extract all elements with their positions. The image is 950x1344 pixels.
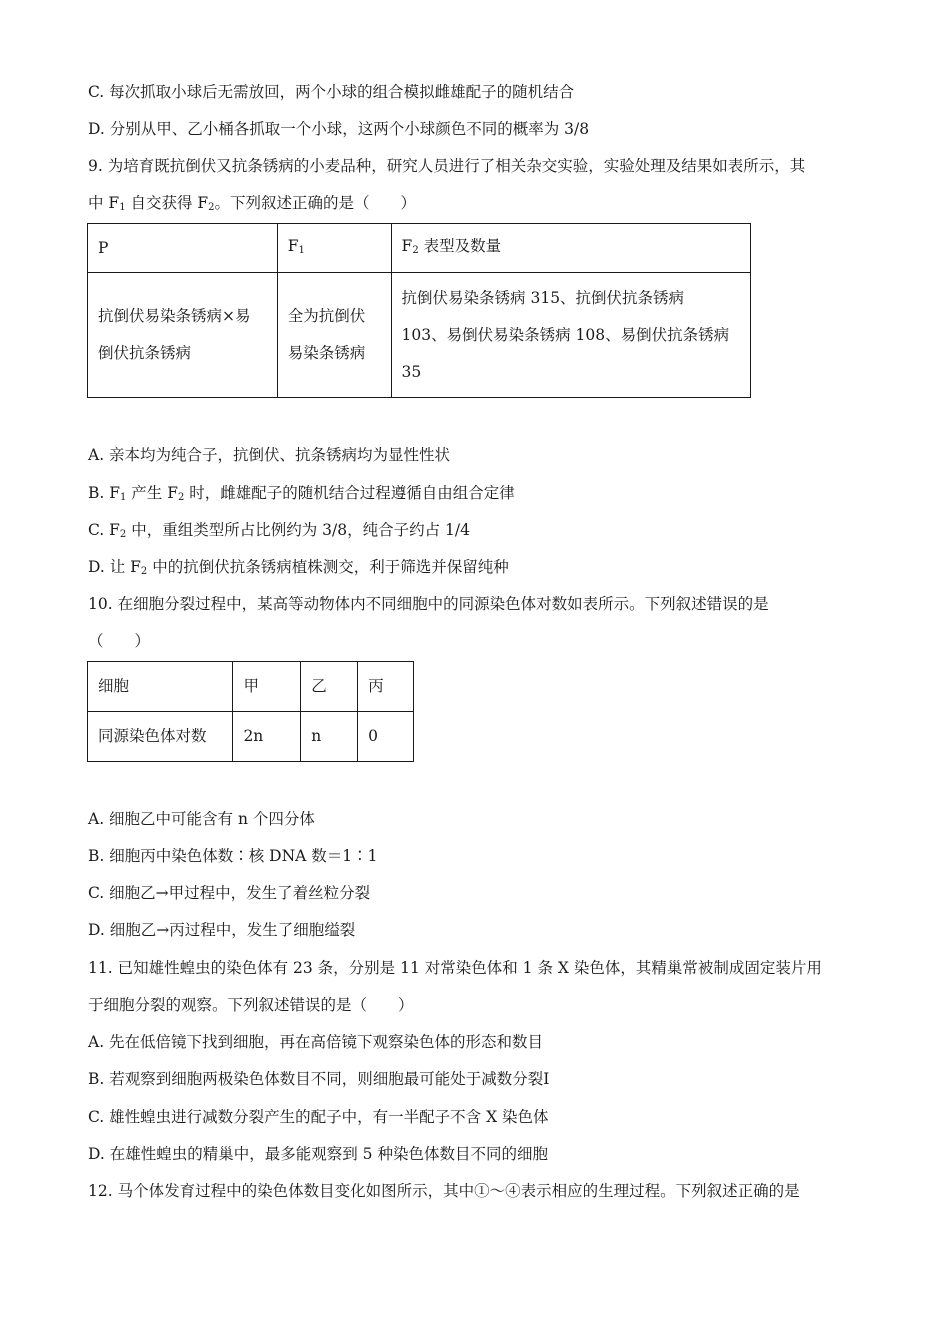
q9-td-p: 抗倒伏易染条锈病×易 倒伏抗条锈病 bbox=[88, 273, 278, 398]
q10-td-label: 同源染色体对数 bbox=[88, 712, 233, 762]
q10-option-a: A. 细胞乙中可能含有 n 个四分体 bbox=[88, 810, 315, 828]
q9-option-a: A. 亲本均为纯合子，抗倒伏、抗条锈病均为显性性状 bbox=[88, 446, 451, 464]
q8-option-c: C. 每次抓取小球后无需放回，两个小球的组合模拟雌雄配子的随机结合 bbox=[88, 83, 575, 101]
q9-option-b: B. $F_1$ 产生 $F_2$ 时，雌雄配子的随机结合过程遵循自由组合定律 bbox=[88, 484, 515, 503]
q10-table bbox=[87, 661, 414, 762]
q10-stem-line1: 10. 在细胞分裂过程中，某高等动物体内不同细胞中的同源染色体对数如表所示。下列叙述错误的是 bbox=[88, 595, 769, 613]
q11-option-d: D. 在雄性蝗虫的精巢中，最多能观察到 5 种染色体数目不同的细胞 bbox=[88, 1145, 548, 1163]
q10-td-yi: n bbox=[301, 712, 358, 762]
q11-option-a: A. 先在低倍镜下找到细胞，再在高倍镜下观察染色体的形态和数目 bbox=[88, 1033, 544, 1051]
q10-th-cell: 细胞 bbox=[88, 662, 233, 712]
q10-th-jia: 甲 bbox=[233, 662, 301, 712]
q9-option-c: C. $F_2$ 中，重组类型所占比例约为 3/8，纯合子约占 1/4 bbox=[88, 521, 470, 540]
q9-th-p: P bbox=[88, 224, 278, 273]
q10-td-bing: 0 bbox=[358, 712, 414, 762]
q9-stem-line2: 中 $F_1$ 自交获得 $F_2$。下列叙述正确的是（ ） bbox=[88, 194, 417, 213]
q10-option-c: C. 细胞乙→甲过程中，发生了着丝粒分裂 bbox=[88, 884, 371, 902]
q8-option-d: D. 分别从甲、乙小桶各抓取一个小球，这两个小球颜色不同的概率为 3/8 bbox=[88, 120, 590, 138]
q11-option-b: B. 若观察到细胞两极染色体数目不同，则细胞最可能处于减数分裂I bbox=[88, 1070, 550, 1088]
q10-stem-line2: （ ） bbox=[88, 632, 151, 650]
q9-option-d: D. 让 $F_2$ 中的抗倒伏抗条锈病植株测交，利于筛选并保留纯种 bbox=[88, 558, 509, 577]
q10-option-d: D. 细胞乙→丙过程中，发生了细胞缢裂 bbox=[88, 921, 356, 939]
q11-stem-line1: 11. 已知雄性蝗虫的染色体有 23 条，分别是 11 对常染色体和 1 条 X 染色体，其精巢常被制成固定装片用 bbox=[88, 959, 822, 977]
q9-th-f2: $F_2$ 表型及数量 bbox=[391, 224, 750, 273]
q10-th-bing: 丙 bbox=[358, 662, 414, 712]
q9-th-f1: $F_1$ bbox=[277, 224, 391, 273]
q9-stem-line1: 9. 为培育既抗倒伏又抗条锈病的小麦品种，研究人员进行了相关杂交实验，实验处理及结果如表所示，其 bbox=[88, 157, 806, 175]
q9-td-f2: 抗倒伏易染条锈病 315、抗倒伏抗条锈病 103、易倒伏易染条锈病 108、易倒伏抗条锈病 35 bbox=[391, 273, 750, 398]
q10-option-b: B. 细胞丙中染色体数∶核 DNA 数＝1∶1 bbox=[88, 847, 378, 865]
q10-th-yi: 乙 bbox=[301, 662, 358, 712]
q10-td-jia: 2n bbox=[233, 712, 301, 762]
q11-option-c: C. 雄性蝗虫进行减数分裂产生的配子中，有一半配子不含 X 染色体 bbox=[88, 1108, 549, 1126]
q9-table bbox=[87, 223, 751, 398]
q9-td-f1: 全为抗倒伏 易染条锈病 bbox=[277, 273, 391, 398]
q12-stem-line1: 12. 马个体发育过程中的染色体数目变化如图所示，其中①～④表示相应的生理过程。下列叙述正确的是 bbox=[88, 1182, 800, 1200]
q11-stem-line2: 于细胞分裂的观察。下列叙述错误的是（ ） bbox=[88, 996, 414, 1014]
